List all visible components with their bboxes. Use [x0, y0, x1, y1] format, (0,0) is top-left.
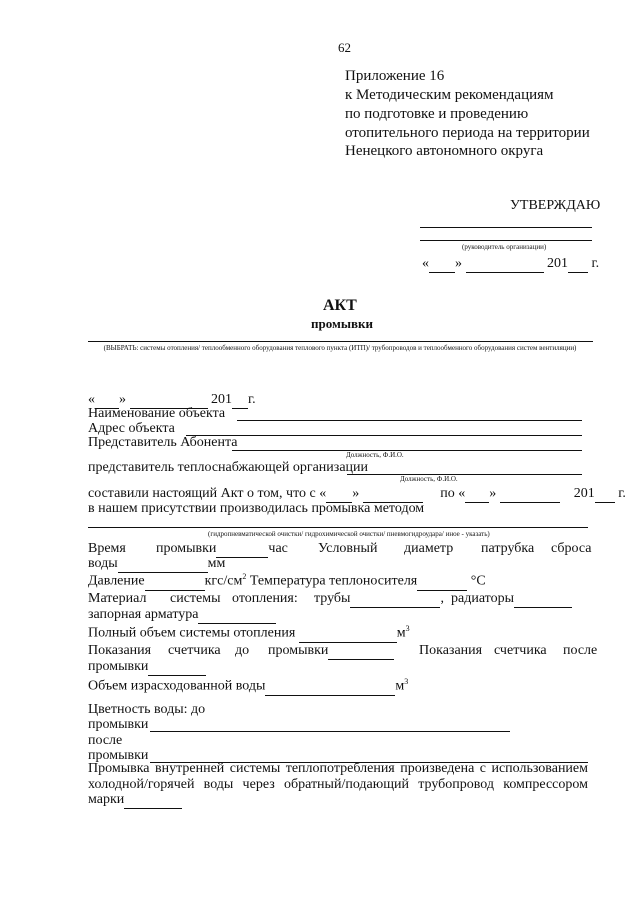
- flush-word: промывки час: [156, 541, 288, 556]
- date-close-quote: »: [455, 256, 462, 271]
- heating-word: отопления:: [232, 591, 298, 606]
- cond-word: Условный: [318, 541, 378, 556]
- approve-date: [422, 256, 599, 273]
- color-before-label: Цветность воды: до: [88, 702, 206, 717]
- approve-line-1: [420, 227, 592, 228]
- radiators-line: радиаторы: [451, 591, 572, 608]
- date-open-quote: «: [422, 256, 429, 271]
- pipes-line: трубы ,: [314, 591, 444, 606]
- object-address-label: Адрес объекта: [88, 421, 175, 436]
- water-used-line: Объем израсходованной воды $м^3$: [88, 677, 409, 694]
- object-name-label: Наименование объекта: [88, 406, 226, 421]
- material-word: Материал: [88, 591, 147, 606]
- doc-title: АКТ: [323, 297, 357, 314]
- doc-subtitle: промывки: [311, 316, 373, 331]
- color-after-label: после: [88, 733, 123, 748]
- system-word: системы: [170, 591, 221, 606]
- supplier-rep-label: представитель теплоснабжающей организации: [88, 460, 369, 475]
- method-field[interactable]: [88, 527, 588, 528]
- after-word: после: [563, 643, 598, 658]
- appendix-line-1: Приложение 16: [345, 68, 445, 84]
- compiled-line: составили настоящий Акт о том, что с « » по « » 201 г.: [88, 486, 626, 501]
- appendix-line-3: по подготовке и проведению: [345, 106, 529, 122]
- appendix-line-5: Ненецкого автономного округа: [345, 143, 544, 159]
- drain-word: сброса: [551, 541, 592, 556]
- brand-line: марки: [88, 792, 182, 809]
- meter-word: счетчика: [168, 643, 221, 658]
- approve-line-2: [420, 240, 592, 241]
- color-before-field[interactable]: [150, 731, 510, 732]
- paragraph-line-2: холодной/горячей воды через обратный/подающий трубопровод компрессором: [88, 777, 588, 792]
- act-date: « » 201 г.: [88, 392, 256, 407]
- object-name-field[interactable]: [237, 420, 582, 421]
- supplier-rep-field[interactable]: [347, 474, 582, 475]
- time-word: Время: [88, 541, 126, 556]
- water-line: воды мм: [88, 556, 226, 571]
- select-line: [88, 341, 593, 342]
- color-after-flush: промывки: [88, 748, 149, 763]
- diam-word: диаметр: [404, 541, 454, 556]
- before-flush-line: промывки: [268, 643, 394, 660]
- head-caption: (руководитель организации): [462, 243, 547, 251]
- subscriber-rep-label: Представитель Абонента: [88, 435, 238, 450]
- page-number: 62: [338, 40, 351, 55]
- post-fio-caption-1: Должность, Ф.И.О.: [346, 451, 404, 459]
- approve-label: УТВЕРЖДАЮ: [510, 198, 601, 213]
- pressure-line: Давление кгс/$см^2$ Температура теплоносителя °С: [88, 572, 486, 589]
- post-fio-caption-2: Должность, Ф.И.О.: [400, 475, 458, 483]
- month-blank: [466, 256, 544, 273]
- object-address-field[interactable]: [186, 435, 582, 436]
- year-blank: [568, 256, 588, 273]
- meter-word-2: счетчика: [494, 643, 547, 658]
- appendix-line-4: отопительного периода на территории: [345, 125, 590, 141]
- day-blank: [429, 256, 455, 273]
- method-caption: (гидропневматической очистки/ гидрохимической очистки/ пневмогидроудара/ иное - указать): [208, 530, 490, 538]
- select-caption: (ВЫБРАТЬ: системы отопления/ теплообменного оборудования теплового пункта (ИТП)/ трубопроводов и теплообменного оборудования систем вентиляции): [103, 344, 577, 352]
- appendix-line-2: к Методическим рекомендациям: [345, 87, 554, 103]
- readings-word: Показания: [88, 643, 152, 658]
- subscriber-rep-field[interactable]: [232, 450, 582, 451]
- after-flush-line: промывки: [88, 659, 206, 676]
- before-word: до: [235, 643, 250, 658]
- color-before-flush: промывки: [88, 717, 149, 732]
- pipe-word: патрубка: [481, 541, 535, 556]
- readings-word-2: Показания: [419, 643, 483, 658]
- year-prefix: 201: [547, 256, 568, 271]
- year-suffix: г.: [591, 256, 600, 271]
- volume-line: Полный объем системы отопления $м^3$: [88, 624, 410, 641]
- presence-text: в нашем присутствии производилась промывка методом: [88, 501, 425, 516]
- valves-line: запорная арматура: [88, 607, 276, 624]
- paragraph-line-1: Промывка внутренней системы теплопотребления произведена с использованием: [88, 761, 588, 776]
